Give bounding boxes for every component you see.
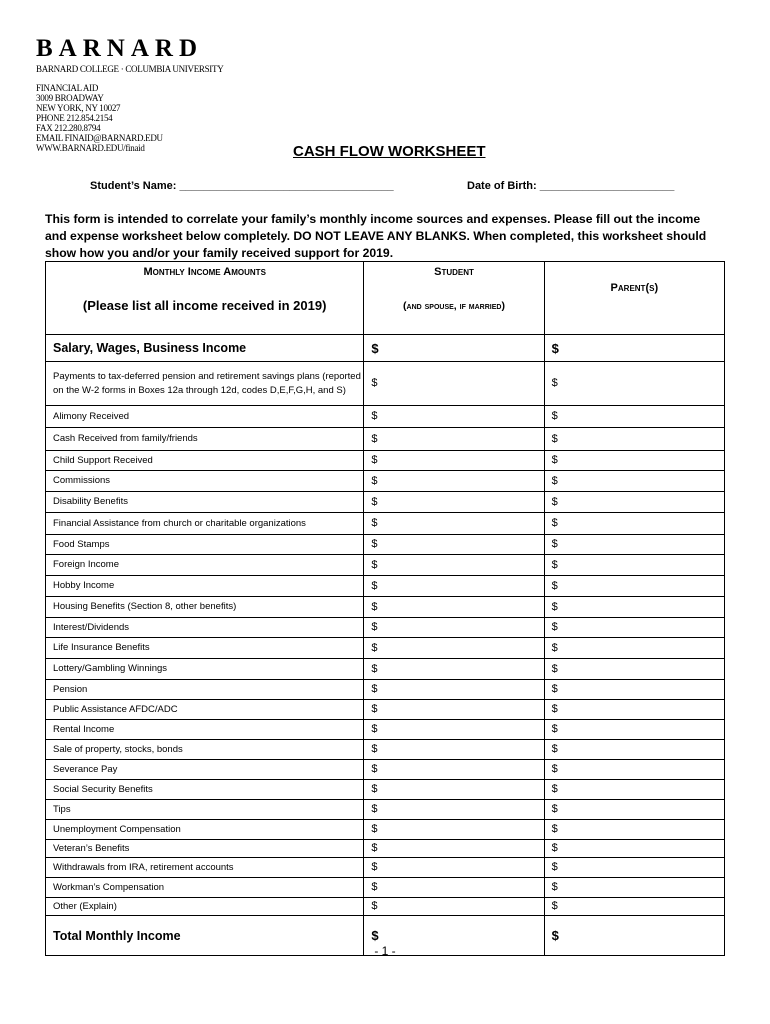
dollar-sign: $ (371, 803, 378, 815)
parent-amount-cell[interactable] (544, 451, 724, 471)
student-amount-cell[interactable] (364, 898, 544, 916)
table-row (46, 451, 725, 471)
table-row (46, 576, 725, 597)
student-amount-cell[interactable] (364, 820, 544, 840)
dollar-sign: $ (551, 683, 558, 695)
table-row (46, 428, 725, 451)
table-row (46, 335, 725, 362)
table-row (46, 362, 725, 406)
dollar-sign: $ (371, 621, 378, 633)
parent-amount-cell[interactable] (544, 680, 724, 700)
parent-amount-cell[interactable] (544, 576, 724, 597)
student-amount-cell[interactable] (364, 680, 544, 700)
dollar-sign: $ (551, 723, 558, 735)
income-source-label: Food Stamps (46, 535, 364, 555)
parent-amount-cell[interactable] (544, 898, 724, 916)
table-row (46, 878, 725, 898)
dollar-sign: $ (371, 340, 379, 356)
student-amount-cell[interactable] (364, 535, 544, 555)
dollar-sign: $ (551, 432, 558, 445)
income-source-label: Interest/Dividends (46, 618, 364, 638)
parent-amount-cell[interactable] (544, 840, 724, 858)
address-line: FAX 212.280.8794 (36, 123, 101, 133)
table-body (46, 335, 725, 956)
table-row (46, 858, 725, 878)
dollar-sign: $ (551, 600, 558, 613)
dollar-sign: $ (551, 410, 558, 422)
income-source-label: Workman’s Compensation (46, 878, 364, 898)
parent-amount-cell[interactable] (544, 335, 724, 362)
table-row (46, 618, 725, 638)
address-line: EMAIL FINAID@BARNARD.EDU (36, 133, 163, 143)
income-source-label: Salary, Wages, Business Income (46, 335, 364, 362)
income-source-label: Severance Pay (46, 760, 364, 780)
dollar-sign: $ (551, 474, 558, 487)
income-source-label: Child Support Received (46, 451, 364, 471)
dollar-sign: $ (371, 662, 378, 675)
header-student-subtitle: (and spouse, if married) (403, 300, 505, 312)
table-row (46, 780, 725, 800)
dollar-sign: $ (371, 900, 378, 912)
table-row (46, 740, 725, 760)
parent-amount-cell[interactable] (544, 740, 724, 760)
dollar-sign: $ (371, 842, 378, 854)
table-row (46, 513, 725, 535)
dollar-sign: $ (551, 743, 558, 755)
dollar-sign: $ (551, 641, 558, 654)
table-row (46, 700, 725, 720)
dollar-sign: $ (551, 928, 559, 943)
barnard-logo: BARNARD (36, 35, 203, 62)
dollar-sign: $ (371, 410, 378, 422)
dollar-sign: $ (371, 703, 378, 715)
header-income-subtitle: (Please list all income received in 2019) (82, 298, 327, 313)
address-line: NEW YORK, NY 10027 (36, 103, 121, 113)
parent-amount-cell[interactable] (544, 780, 724, 800)
table-row (46, 820, 725, 840)
dollar-sign: $ (551, 662, 558, 675)
student-amount-cell[interactable] (364, 406, 544, 428)
student-amount-cell[interactable] (364, 513, 544, 535)
dollar-sign: $ (551, 495, 558, 508)
student-amount-cell[interactable] (364, 638, 544, 659)
income-source-label: Disability Benefits (46, 492, 364, 513)
table-row (46, 597, 725, 618)
dollar-sign: $ (371, 538, 378, 550)
dollar-sign: $ (551, 703, 558, 715)
income-source-label: Rental Income (46, 720, 364, 740)
dollar-sign: $ (371, 517, 378, 529)
income-source-label: Alimony Received (46, 406, 364, 428)
parent-amount-cell[interactable] (544, 362, 724, 406)
income-source-label: Other (Explain) (46, 898, 364, 916)
dollar-sign: $ (371, 377, 378, 389)
dollar-sign: $ (371, 495, 378, 508)
dollar-sign: $ (371, 432, 378, 445)
instructions-paragraph: This form is intended to correlate your family’s monthly income sources and expenses. Please fill out the income and expense worksheet below completely. DO NOT LEAVE ANY BLANKS. When completed, this worksheet should show how you and/or your family received support for 2019. (45, 212, 707, 260)
dollar-sign: $ (371, 683, 378, 695)
income-source-label: Lottery/Gambling Winnings (46, 659, 364, 680)
parent-amount-cell[interactable] (544, 406, 724, 428)
header-income-amounts (46, 262, 364, 335)
table-row (46, 720, 725, 740)
address-line: 3009 BROADWAY (36, 93, 104, 103)
dollar-sign: $ (551, 900, 558, 912)
parent-amount-cell[interactable] (544, 858, 724, 878)
parent-amount-cell[interactable] (544, 428, 724, 451)
address-line: WWW.BARNARD.EDU/finaid (36, 143, 145, 153)
table-row (46, 471, 725, 492)
table-row (46, 840, 725, 858)
income-source-label: Public Assistance AFDC/ADC (46, 700, 364, 720)
header-student-title: Student (434, 266, 474, 278)
dollar-sign: $ (371, 641, 378, 654)
dollar-sign: $ (371, 783, 378, 795)
dollar-sign: $ (551, 823, 558, 835)
dollar-sign: $ (371, 861, 378, 873)
income-source-label: Pension (46, 680, 364, 700)
student-amount-cell[interactable] (364, 428, 544, 451)
page-number: - 1 - (374, 944, 396, 958)
parent-amount-cell[interactable] (544, 800, 724, 820)
table-row (46, 638, 725, 659)
parent-amount-cell[interactable] (544, 618, 724, 638)
parent-amount-cell[interactable] (544, 820, 724, 840)
student-amount-cell[interactable] (364, 597, 544, 618)
dollar-sign: $ (551, 558, 558, 571)
dollar-sign: $ (371, 558, 378, 571)
parent-amount-cell[interactable] (544, 555, 724, 576)
dollar-sign: $ (551, 517, 558, 529)
header-income-title: Monthly Income Amounts (143, 266, 266, 278)
table-row (46, 760, 725, 780)
college-subtitle: BARNARD COLLEGE · COLUMBIA UNIVERSITY (36, 64, 224, 74)
income-source-label: Unemployment Compensation (46, 820, 364, 840)
dollar-sign: $ (371, 743, 378, 755)
income-source-label: Payments to tax-deferred pension and retirement savings plans (reported on the W-2 forms in Boxes 12a through 12d, codes D,E,F,G,H, and S) (46, 362, 364, 406)
dollar-sign: $ (371, 474, 378, 487)
header-parents-title: Parent(s) (610, 282, 659, 294)
parent-amount-cell[interactable] (544, 878, 724, 898)
dollar-sign: $ (371, 763, 378, 775)
income-source-label: Veteran’s Benefits (46, 840, 364, 858)
student-amount-cell[interactable] (364, 555, 544, 576)
dollar-sign: $ (551, 377, 558, 389)
student-amount-cell[interactable] (364, 451, 544, 471)
student-amount-cell[interactable] (364, 659, 544, 680)
income-source-label: Hobby Income (46, 576, 364, 597)
table-row (46, 535, 725, 555)
income-source-label: Social Security Benefits (46, 780, 364, 800)
dollar-sign: $ (371, 723, 378, 735)
student-amount-cell[interactable] (364, 858, 544, 878)
table-row (46, 406, 725, 428)
student-amount-cell[interactable] (364, 471, 544, 492)
student-amount-cell[interactable] (364, 780, 544, 800)
parent-amount-cell[interactable] (544, 492, 724, 513)
dollar-sign: $ (551, 803, 558, 815)
table-row (46, 898, 725, 916)
table-row (46, 659, 725, 680)
student-name-field[interactable]: Student’s Name: ___________________________________ (90, 180, 394, 192)
income-source-label: Sale of property, stocks, bonds (46, 740, 364, 760)
student-amount-cell[interactable] (364, 740, 544, 760)
parent-amount-cell[interactable] (544, 720, 724, 740)
table-row (46, 492, 725, 513)
header-parents (544, 262, 724, 335)
parent-amount-cell[interactable] (544, 700, 724, 720)
dollar-sign: $ (551, 579, 558, 592)
student-amount-cell[interactable] (364, 700, 544, 720)
income-source-label: Foreign Income (46, 555, 364, 576)
dollar-sign: $ (371, 600, 378, 613)
page-title: CASH FLOW WORKSHEET (293, 143, 486, 160)
parent-amount-cell[interactable] (544, 760, 724, 780)
parent-amount-cell[interactable] (544, 659, 724, 680)
student-amount-cell[interactable] (364, 576, 544, 597)
table-row (46, 555, 725, 576)
dollar-sign: $ (551, 881, 558, 893)
income-source-label: Financial Assistance from church or charitable organizations (46, 513, 364, 535)
table-row (46, 800, 725, 820)
dollar-sign: $ (551, 621, 558, 633)
income-source-label: Commissions (46, 471, 364, 492)
student-amount-cell[interactable] (364, 878, 544, 898)
income-source-label: Tips (46, 800, 364, 820)
dollar-sign: $ (551, 783, 558, 795)
address-line: PHONE 212.854.2154 (36, 113, 113, 123)
student-amount-cell[interactable] (364, 760, 544, 780)
dollar-sign: $ (551, 861, 558, 873)
address-line: FINANCIAL AID (36, 83, 99, 93)
table-header-row (46, 262, 725, 335)
income-source-label: Withdrawals from IRA, retirement accounts (46, 858, 364, 878)
student-amount-cell[interactable] (364, 720, 544, 740)
table-row (46, 680, 725, 700)
header-student (364, 262, 544, 335)
income-worksheet-table (45, 261, 725, 956)
student-amount-cell[interactable] (364, 362, 544, 406)
office-address (36, 83, 163, 153)
parent-amount-cell[interactable] (544, 513, 724, 535)
dollar-sign: $ (551, 842, 558, 854)
date-of-birth-field[interactable]: Date of Birth: ______________________ (467, 180, 675, 192)
dollar-sign: $ (551, 763, 558, 775)
income-source-label: Housing Benefits (Section 8, other benefits) (46, 597, 364, 618)
dollar-sign: $ (371, 823, 378, 835)
parent-amount-cell[interactable] (544, 638, 724, 659)
dollar-sign: $ (551, 538, 558, 550)
dollar-sign: $ (371, 454, 378, 466)
student-amount-cell[interactable] (364, 800, 544, 820)
parent-amount-cell[interactable] (544, 471, 724, 492)
dollar-sign: $ (371, 881, 378, 893)
parent-amount-cell[interactable] (544, 535, 724, 555)
dollar-sign: $ (371, 928, 379, 943)
dollar-sign: $ (551, 340, 559, 356)
income-source-label: Total Monthly Income (46, 916, 364, 956)
income-source-label: Life Insurance Benefits (46, 638, 364, 659)
income-source-label: Cash Received from family/friends (46, 428, 364, 451)
student-amount-cell[interactable] (364, 335, 544, 362)
parent-amount-cell[interactable] (544, 597, 724, 618)
dollar-sign: $ (551, 454, 558, 466)
student-amount-cell[interactable] (364, 492, 544, 513)
student-amount-cell[interactable] (364, 840, 544, 858)
dollar-sign: $ (371, 579, 378, 592)
student-amount-cell[interactable] (364, 618, 544, 638)
